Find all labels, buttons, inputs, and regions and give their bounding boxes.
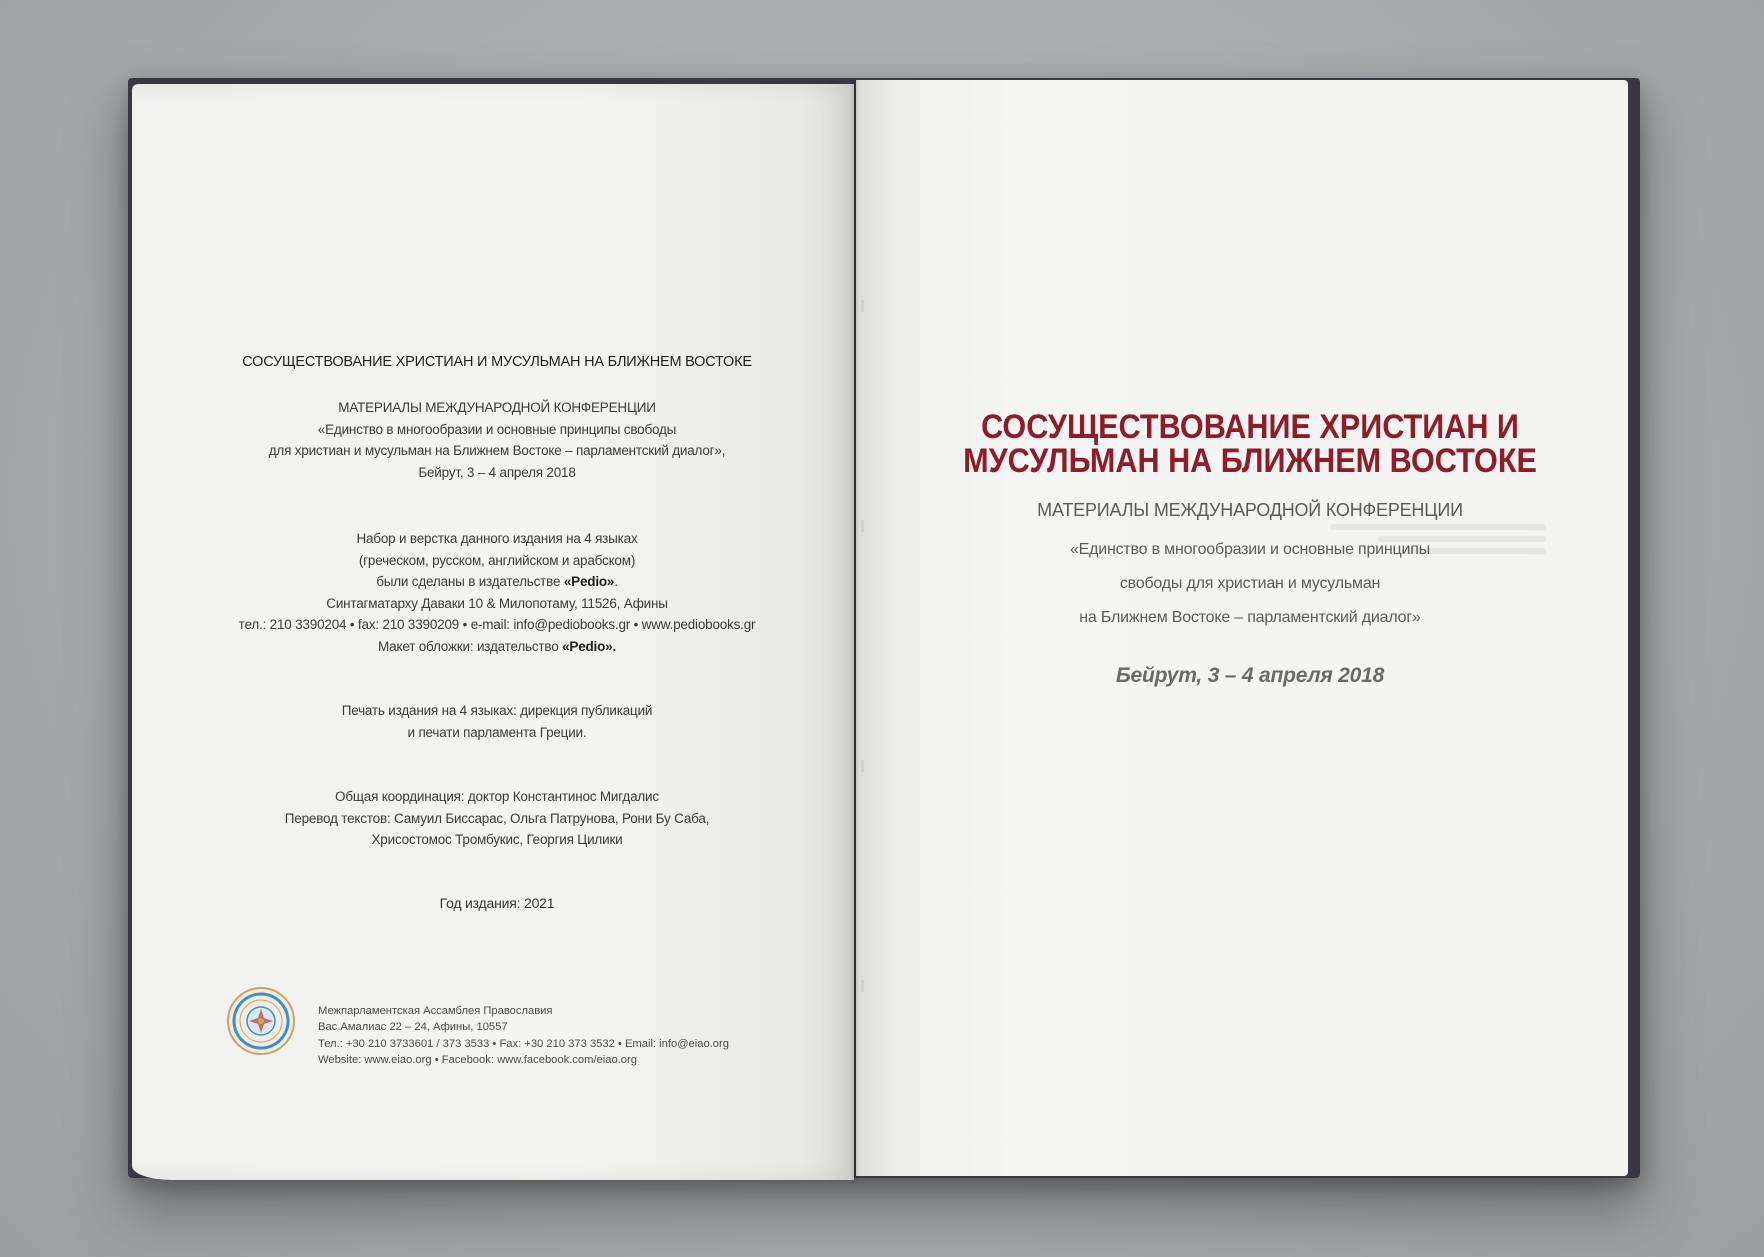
printing-credits [132, 700, 862, 743]
binding-stitch [861, 300, 864, 312]
left-conference-block [132, 397, 862, 483]
coordination-line: Общая координация: доктор Константинос Мигдалис [335, 789, 659, 804]
translation-line: Хрисостомос Тромбукис, Георгия Цилики [371, 832, 623, 847]
conference-date-line: Бейрут, 3 – 4 апреля 2018 [418, 464, 576, 480]
organization-web: Website: www.eiao.org • Facebook: www.facebook.com/eiao.org [318, 1053, 637, 1066]
publisher-name: «Pedio» [563, 574, 615, 589]
typesetting-line [132, 571, 862, 593]
printing-line: Печать издания на 4 языках: дирекция публикаций [341, 703, 653, 718]
publisher-contacts: тел.: 210 3390204 • fax: 210 3390209 • e-mail: info@pediobooks.gr • www.pediobooks.gr [238, 617, 756, 632]
cover-design-text: Макет обложки: издательство [377, 638, 563, 654]
subtitle-line: свободы для христиан и мусульман [1119, 575, 1381, 592]
typesetting-line: Набор и верстка данного издания на 4 языках [356, 531, 638, 546]
cover-design-line [132, 636, 862, 658]
conference-name-line: «Единство в многообразии и основные принципы свободы [317, 421, 677, 437]
typesetting-line: (греческом, русском, английском и арабском) [358, 552, 636, 568]
typesetting-text: были сделаны в издательстве [376, 574, 564, 589]
typesetting-credits [132, 528, 862, 657]
conference-name-line: для христиан и мусульман на Ближнем Востоке – парламентский диалог», [268, 443, 726, 458]
organization-address: Вас.Амалиас 22 – 24, Афины, 10557 [318, 1021, 508, 1034]
title-line: МУСУЛЬМАН НА БЛИЖНЕМ ВОСТОКЕ [963, 442, 1537, 480]
publisher-address: Синтагматарху Даваки 10 & Милопотаму, 11526, Афины [326, 595, 668, 611]
typesetting-text: . [614, 574, 618, 589]
subtitle-line: на Ближнем Востоке – парламентский диалог» [1079, 609, 1421, 626]
conference-heading: МАТЕРИАЛЫ МЕЖДУНАРОДНОЙ КОНФЕРЕНЦИИ [338, 400, 656, 415]
translation-line: Перевод текстов: Самуил Биссарас, Ольга Патрунова, Рони Бу Саба, [284, 810, 710, 826]
left-page-title: СОСУЩЕСТВОВАНИЕ ХРИСТИАН И МУСУЛЬМАН НА БЛИЖНЕМ ВОСТОКЕ [242, 354, 752, 370]
subtitle-line: «Единство в многообразии и основные принципы [1069, 541, 1431, 558]
right-conference-heading: МАТЕРИАЛЫ МЕЖДУНАРОДНОЙ КОНФЕРЕНЦИИ [1037, 500, 1463, 520]
cover-publisher-name: «Pedio». [562, 638, 617, 654]
binding-stitch [861, 980, 864, 992]
organization-name: Межпарламентская Ассамблея Православия [318, 1005, 553, 1017]
organization-info [318, 1003, 729, 1068]
printing-line: и печати парламента Греции. [407, 724, 587, 740]
organization-contacts: Тел.: +30 210 3733601 / 373 3533 • Fax: +30 210 373 3532 • Email: info@eiao.org [318, 1037, 729, 1050]
show-through-text [1330, 518, 1570, 564]
binding-stitch [861, 760, 864, 772]
right-page-title [917, 410, 1583, 478]
assembly-seal-icon [226, 986, 296, 1056]
coordination-credits [132, 786, 862, 851]
publication-year: Год издания: 2021 [439, 895, 555, 911]
title-line: СОСУЩЕСТВОВАНИЕ ХРИСТИАН И [981, 408, 1519, 446]
right-conference-date: Бейрут, 3 – 4 апреля 2018 [1115, 664, 1385, 687]
